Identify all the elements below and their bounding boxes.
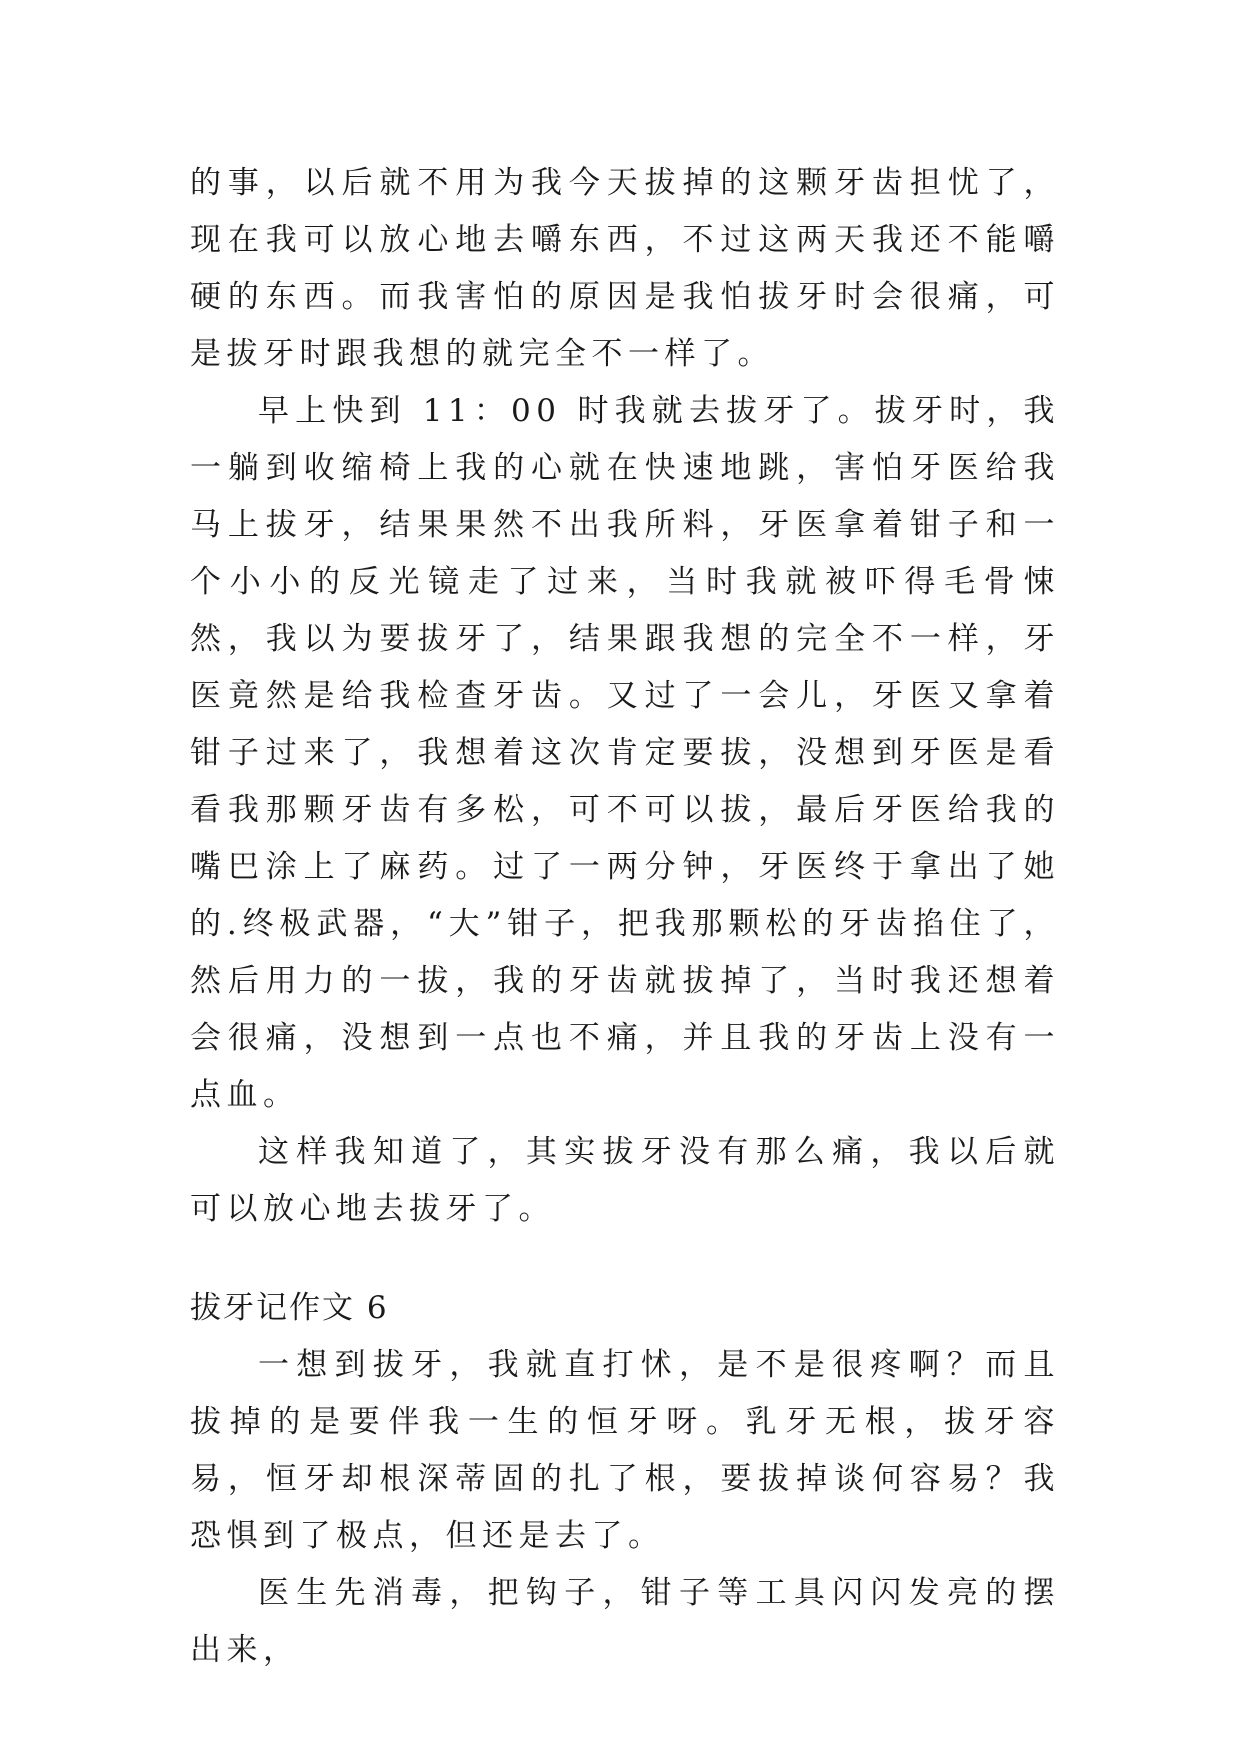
document-page [190,155,1060,1679]
section-title: 拔牙记作文 6 [190,1290,389,1326]
paragraph-continuation: 的事，以后就不用为我今天拔掉的这颗牙齿担忧了，现在我可以放心地去嚼东西，不过这两天我还不能嚼硬的东西。而我害怕的原因是我怕拔牙时会很痛，可是拔牙时跟我想的就完全不一样了。 [190,165,1060,372]
paragraph-extraction-story: 早上快到 11：00 时我就去拔牙了。拔牙时，我一躺到收缩椅上我的心就在快速地跳，害怕牙医给我马上拔牙，结果果然不出我所料，牙医拿着钳子和一个小小的反光镜走了过来，当时我就被吓得毛骨悚然，我以为要拔牙了，结果跟我想的完全不一样，牙医竟然是给我检查牙齿。又过了一会儿，牙医又拿着钳子过来了，我想着这次肯定要拔，没想到牙医是看看我那颗牙齿有多松，可不可以拔，最后牙医给我的嘴巴涂上了麻药。过了一两分钟，牙医终于拿出了她的.终极武器，“大”钳子，把我那颗松的牙齿掐住了，然后用力的一拔，我的牙齿就拔掉了，当时我还想着会很痛，没想到一点也不痛，并且我的牙齿上没有一点血。 [190,393,1060,1113]
section-gap [190,1238,1060,1280]
paragraph-fear: 一想到拔牙，我就直打怵，是不是很疼啊？而且拔掉的是要伴我一生的恒牙呀。乳牙无根，拔牙容易，恒牙却根深蒂固的扎了根，要拔掉谈何容易？我恐惧到了极点，但还是去了。 [190,1347,1060,1554]
paragraph-doctor: 医生先消毒，把钩子，钳子等工具闪闪发亮的摆出来， [190,1575,1060,1668]
paragraph-conclusion: 这样我知道了，其实拔牙没有那么痛，我以后就可以放心地去拔牙了。 [190,1134,1060,1227]
